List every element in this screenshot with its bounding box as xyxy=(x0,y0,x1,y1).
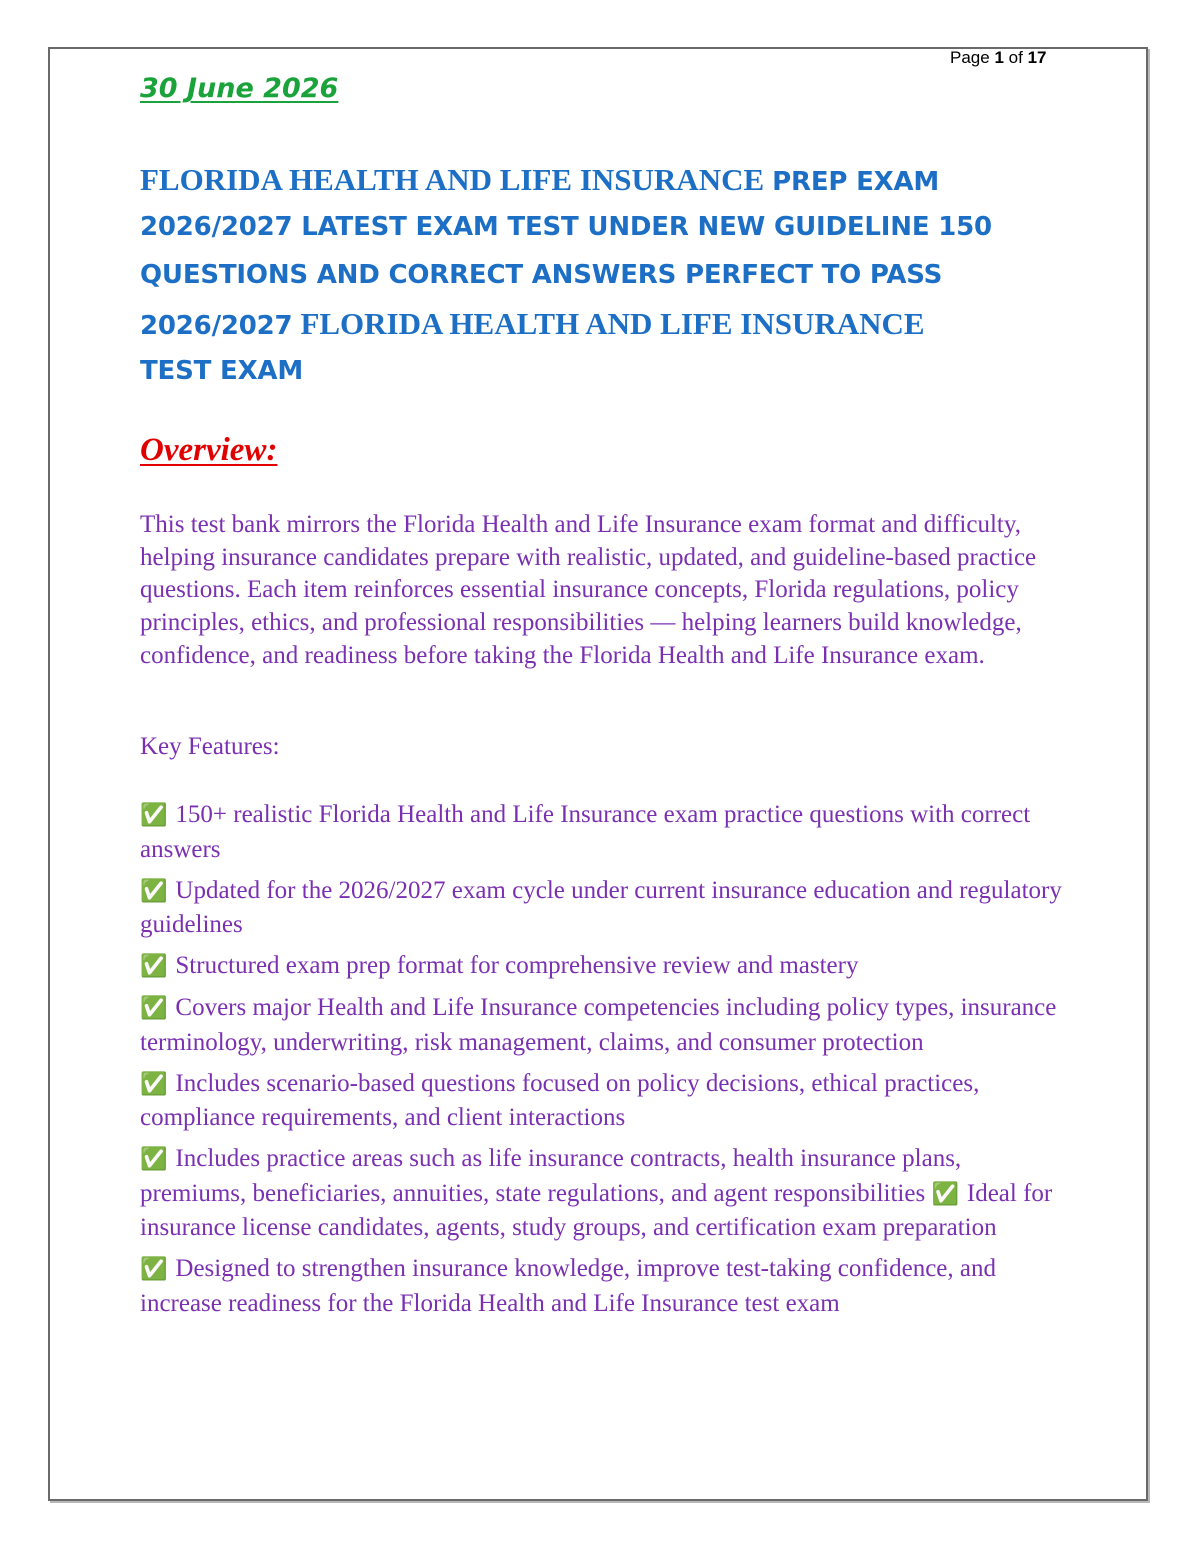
title-line-1-sans: PREP EXAM xyxy=(772,167,940,197)
checkmark-icon: ✅ xyxy=(140,996,168,1021)
overview-heading: Overview: xyxy=(140,432,278,468)
feature-text: Updated for the 2026/2027 exam cycle under current insurance education and regulatory guidelines xyxy=(140,876,1062,938)
checkmark-icon: ✅ xyxy=(140,803,168,828)
title-line-5: TEST EXAM xyxy=(140,356,304,386)
title-line-2: 2026/2027 LATEST EXAM TEST UNDER NEW GUIDELINE 150 xyxy=(140,212,992,242)
page-number-separator: of xyxy=(1008,48,1023,67)
title-line-3: QUESTIONS AND CORRECT ANSWERS PERFECT TO PASS xyxy=(140,260,943,290)
feature-item xyxy=(140,1142,1070,1245)
checkmark-icon: ✅ xyxy=(140,1071,168,1097)
page-number-current: 1 xyxy=(994,48,1004,67)
checkmark-icon: ✅ xyxy=(140,1147,168,1172)
feature-text: Designed to strengthen insurance knowledge, improve test-taking confidence, and increase readiness for the Florida Health and Life Insurance test exam xyxy=(140,1255,996,1317)
feature-item xyxy=(140,874,1070,942)
page-number-total: 17 xyxy=(1027,48,1047,67)
document-title xyxy=(140,155,1060,395)
feature-item xyxy=(140,1252,1070,1320)
title-line-1 xyxy=(140,155,1060,203)
checkmark-icon: ✅ xyxy=(140,1257,168,1282)
key-features-list xyxy=(140,798,1070,1328)
key-features-label: Key Features: xyxy=(140,733,280,760)
title-line-4-serif: FLORIDA HEALTH AND LIFE INSURANCE xyxy=(300,306,925,341)
title-line-4-sans: 2026/2027 xyxy=(140,311,293,341)
checkmark-icon: ✅ xyxy=(140,954,168,979)
feature-text: Structured exam prep format for comprehensive review and mastery xyxy=(175,952,859,979)
feature-text: Covers major Health and Life Insurance competencies including policy types, insurance terminology, underwriting, risk management, claims, and consumer protection xyxy=(140,994,1057,1056)
document-date: 30 June 2026 xyxy=(140,73,339,104)
feature-item xyxy=(140,949,1070,984)
overview-paragraph: This test bank mirrors the Florida Health and Life Insurance exam format and difficulty, helping insurance candidates prepare with realistic, updated, and guideline-based practice questions. Each item reinforces essential insurance concepts, Florida regulations, policy principles, ethics, and professional responsibilities — helping learners build knowledge, confidence, and readiness before taking the Florida Health and Life Insurance exam. xyxy=(140,511,1037,669)
title-line-4 xyxy=(140,299,1060,347)
feature-text: 150+ realistic Florida Health and Life Insurance exam practice questions with correct answers xyxy=(140,801,1031,863)
feature-item xyxy=(140,1067,1070,1135)
checkmark-icon: ✅ xyxy=(931,1181,959,1207)
title-line-1-serif: FLORIDA HEALTH AND LIFE INSURANCE xyxy=(140,162,765,197)
feature-item xyxy=(140,798,1070,866)
page-number-prefix: Page xyxy=(950,48,990,67)
feature-text: Includes scenario-based questions focused on policy decisions, ethical practices, compliance requirements, and client interactions xyxy=(140,1069,980,1131)
page-number xyxy=(950,48,1046,68)
feature-text: Ideal for insurance license candidates, agents, study groups, and certification exam preparation xyxy=(140,1179,1053,1241)
checkmark-icon: ✅ xyxy=(140,878,168,904)
feature-item xyxy=(140,991,1070,1059)
feature-text: Includes practice areas such as life insurance contracts, health insurance plans, premiums, beneficiaries, annuities, state regulations, and agent responsibilities xyxy=(140,1145,962,1207)
